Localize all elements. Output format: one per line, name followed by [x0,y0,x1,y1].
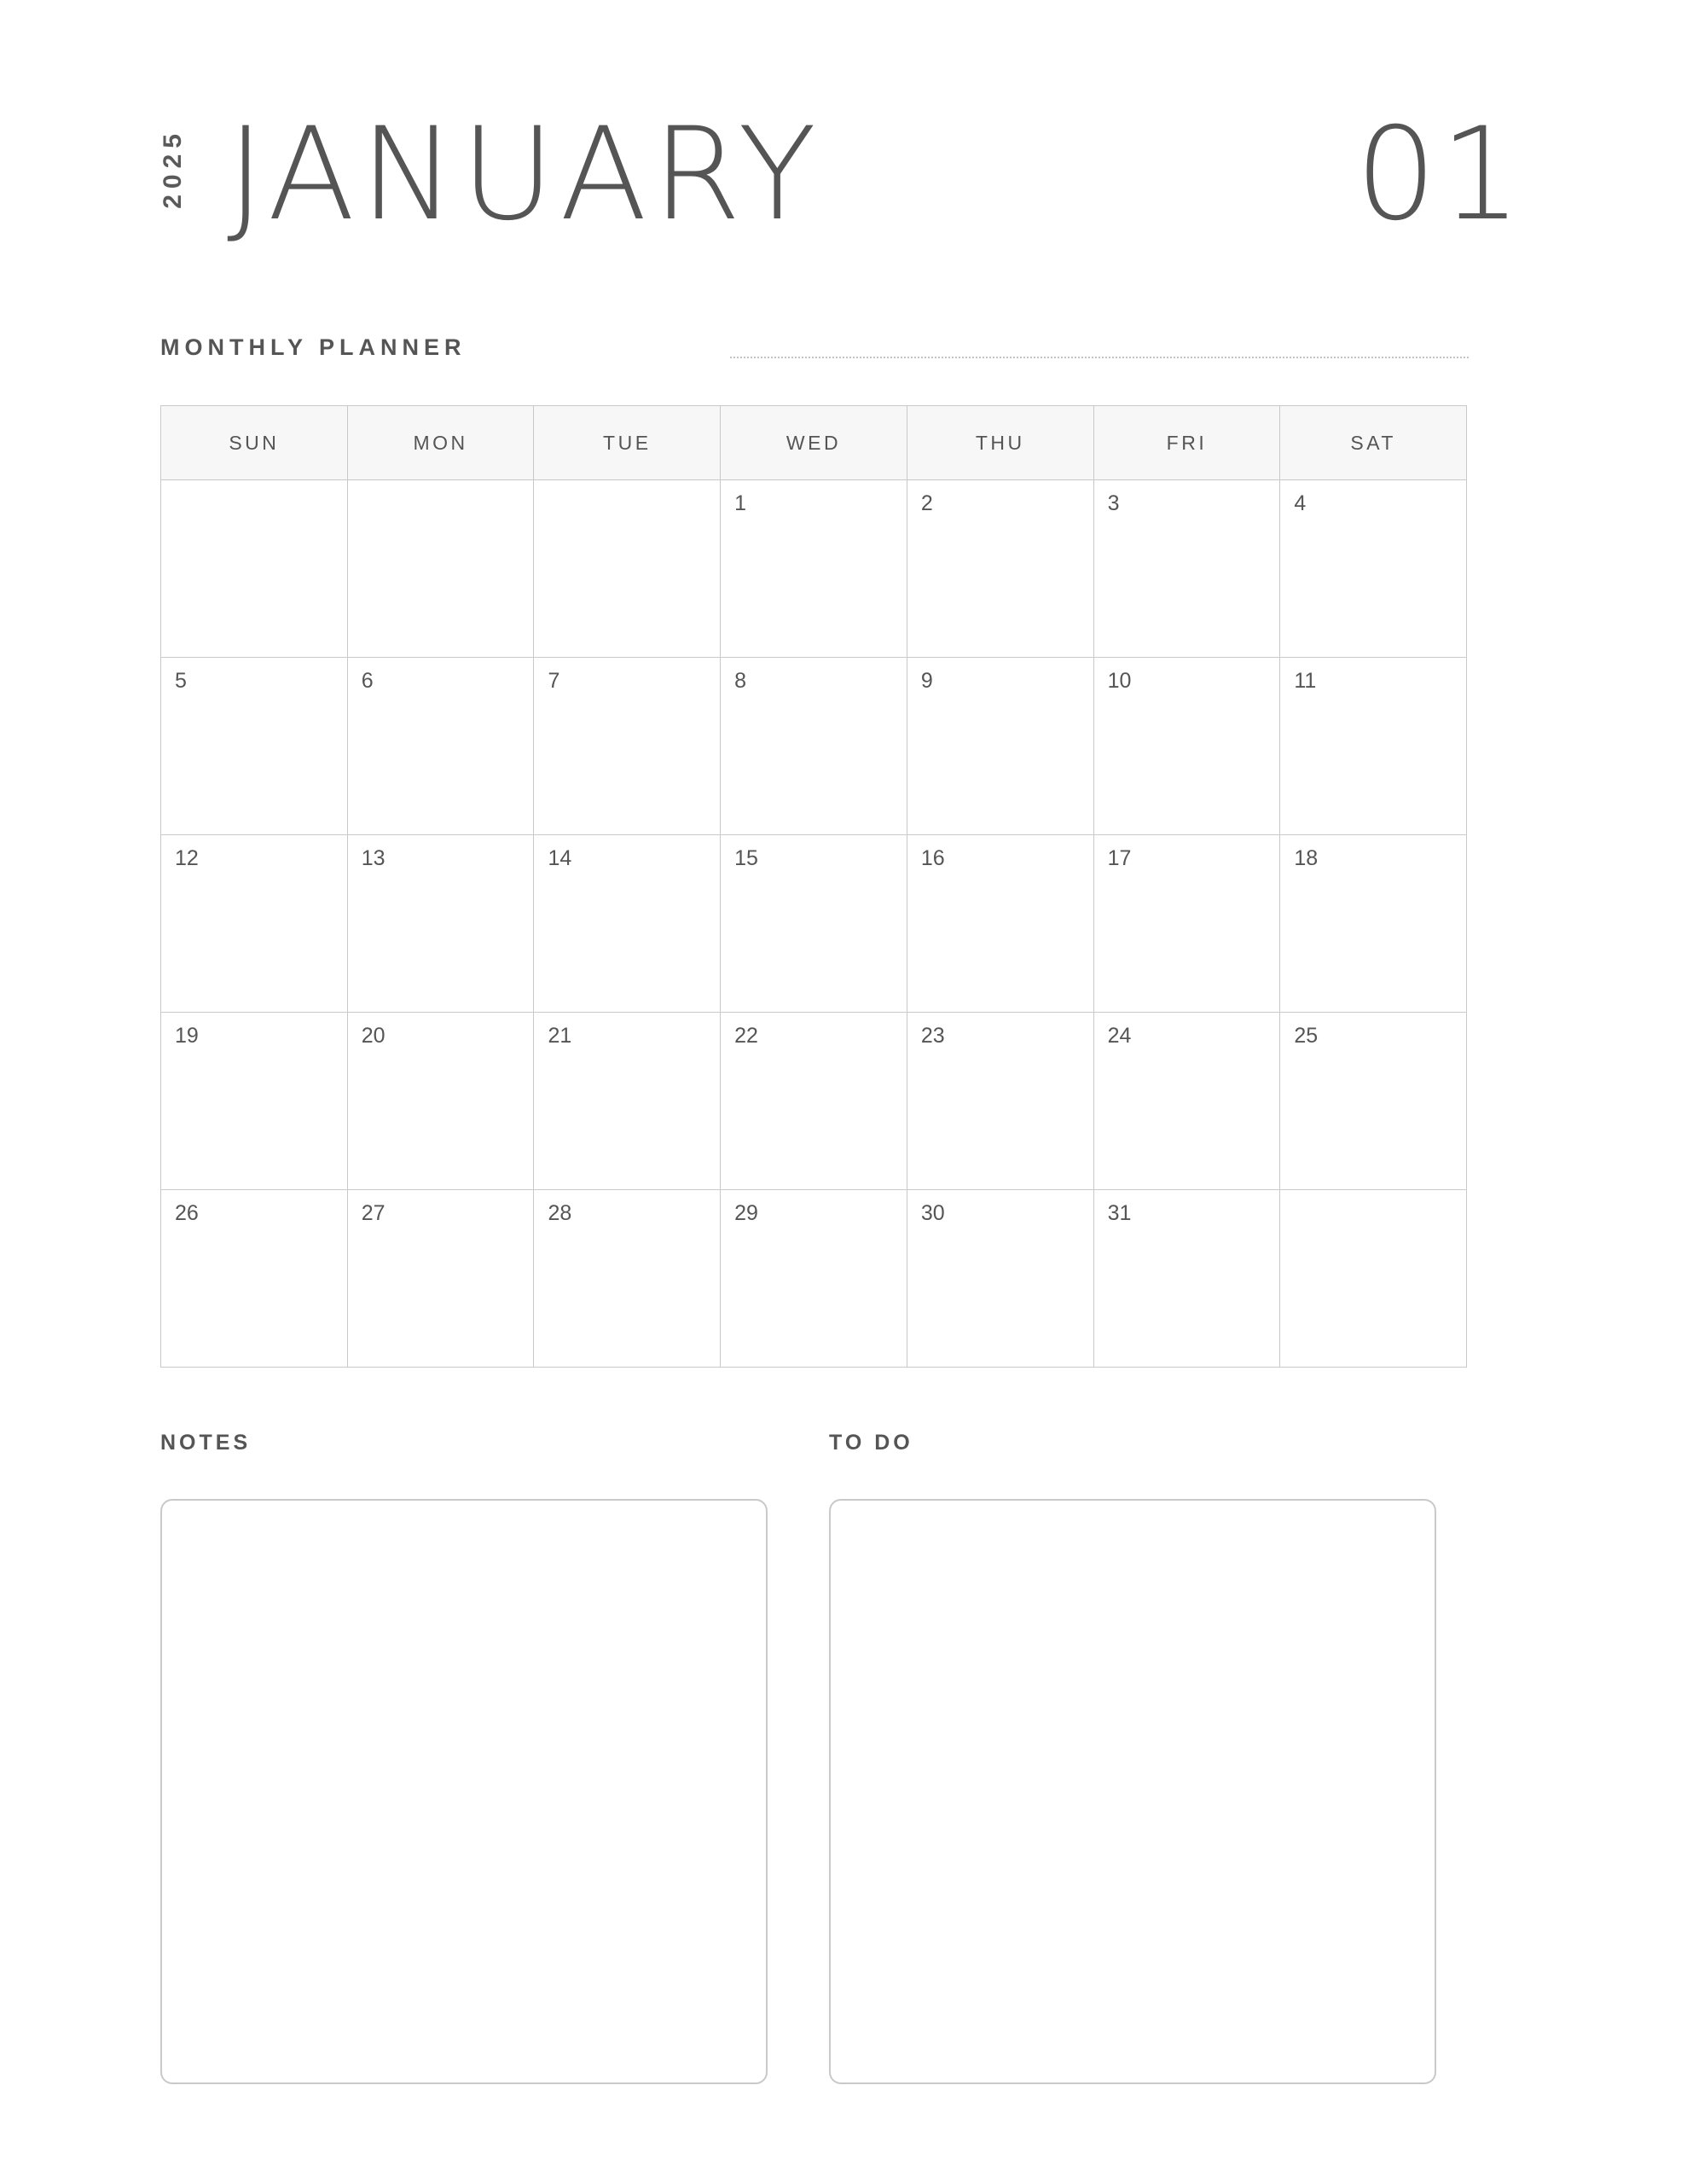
day-number: 7 [548,669,560,693]
day-cell[interactable] [907,1190,1094,1368]
day-cell[interactable] [534,658,721,835]
todo-label: TO DO [829,1431,913,1455]
day-cell[interactable] [721,658,907,835]
day-number: 21 [548,1024,572,1048]
day-number: 19 [175,1024,199,1048]
day-number: 30 [920,1201,945,1225]
day-cell[interactable] [348,835,535,1013]
calendar-week-row [161,1013,1467,1190]
day-number: 20 [361,1024,386,1048]
day-cell[interactable] [907,835,1094,1013]
day-cell[interactable] [161,480,348,658]
day-cell[interactable] [534,480,721,658]
day-cell[interactable] [1094,480,1281,658]
weekday-header-sun: SUN [161,406,348,480]
day-cell[interactable] [907,1013,1094,1190]
weekday-header-sat: SAT [1280,406,1467,480]
day-cell[interactable] [1094,835,1281,1013]
day-cell[interactable] [721,1190,907,1368]
day-number: 25 [1294,1024,1319,1048]
subtitle-row [160,334,1469,369]
todo-input-area[interactable] [829,1499,1436,2084]
day-cell[interactable] [1094,658,1281,835]
page-header [159,101,1525,273]
day-cell[interactable] [161,658,348,835]
day-number: 10 [1107,669,1132,693]
day-number: 24 [1107,1024,1132,1048]
day-number: 9 [920,669,933,693]
day-number: 4 [1294,491,1307,515]
day-cell[interactable] [1280,1013,1467,1190]
day-cell[interactable] [348,480,535,658]
day-number: 28 [548,1201,572,1225]
weekday-header-thu: THU [907,406,1094,480]
day-cell[interactable] [161,835,348,1013]
day-cell[interactable] [348,1190,535,1368]
day-number: 18 [1294,846,1319,870]
month-number-label: 01 [1355,101,1525,249]
day-cell[interactable] [161,1013,348,1190]
calendar-grid [160,405,1467,1368]
calendar-week-row [161,835,1467,1013]
day-cell[interactable] [534,1013,721,1190]
notes-input-area[interactable] [160,1499,768,2084]
day-number: 1 [734,491,747,515]
day-cell[interactable] [907,658,1094,835]
day-number: 12 [175,846,199,870]
day-cell[interactable] [161,1190,348,1368]
day-cell[interactable] [1280,835,1467,1013]
day-number: 11 [1294,669,1317,693]
subtitle-label: MONTHLY PLANNER [160,334,467,360]
day-cell[interactable] [1280,480,1467,658]
day-cell[interactable] [534,1190,721,1368]
day-cell[interactable] [534,835,721,1013]
weekday-header-wed: WED [721,406,907,480]
day-cell[interactable] [348,1013,535,1190]
day-cell[interactable] [1094,1013,1281,1190]
dotted-divider [730,357,1469,358]
calendar-header-row [161,406,1467,480]
day-number: 23 [920,1024,945,1048]
weekday-header-tue: TUE [534,406,721,480]
day-number: 31 [1107,1201,1132,1225]
page-title: JANUARY [227,101,822,249]
day-cell[interactable] [721,1013,907,1190]
calendar-week-row [161,480,1467,658]
day-cell[interactable] [721,835,907,1013]
weekday-header-fri: FRI [1094,406,1281,480]
day-number: 8 [734,669,747,693]
day-cell[interactable] [721,480,907,658]
year-label: 2025 [159,128,187,209]
notes-label: NOTES [160,1431,252,1455]
day-number: 6 [361,669,374,693]
day-cell[interactable] [348,658,535,835]
day-number: 17 [1107,846,1132,870]
day-number: 3 [1107,491,1120,515]
day-number: 27 [361,1201,386,1225]
weekday-header-mon: MON [348,406,535,480]
day-cell[interactable] [1280,658,1467,835]
day-number: 29 [734,1201,758,1225]
day-cell[interactable] [1094,1190,1281,1368]
day-number: 13 [361,846,386,870]
day-number: 16 [920,846,945,870]
day-number: 22 [734,1024,758,1048]
day-cell[interactable] [907,480,1094,658]
day-number: 14 [548,846,572,870]
day-number: 5 [175,669,187,693]
calendar-week-row [161,658,1467,835]
day-number: 15 [734,846,758,870]
calendar-week-row [161,1190,1467,1368]
day-number: 2 [920,491,933,515]
day-number: 26 [175,1201,199,1225]
day-cell[interactable] [1280,1190,1467,1368]
